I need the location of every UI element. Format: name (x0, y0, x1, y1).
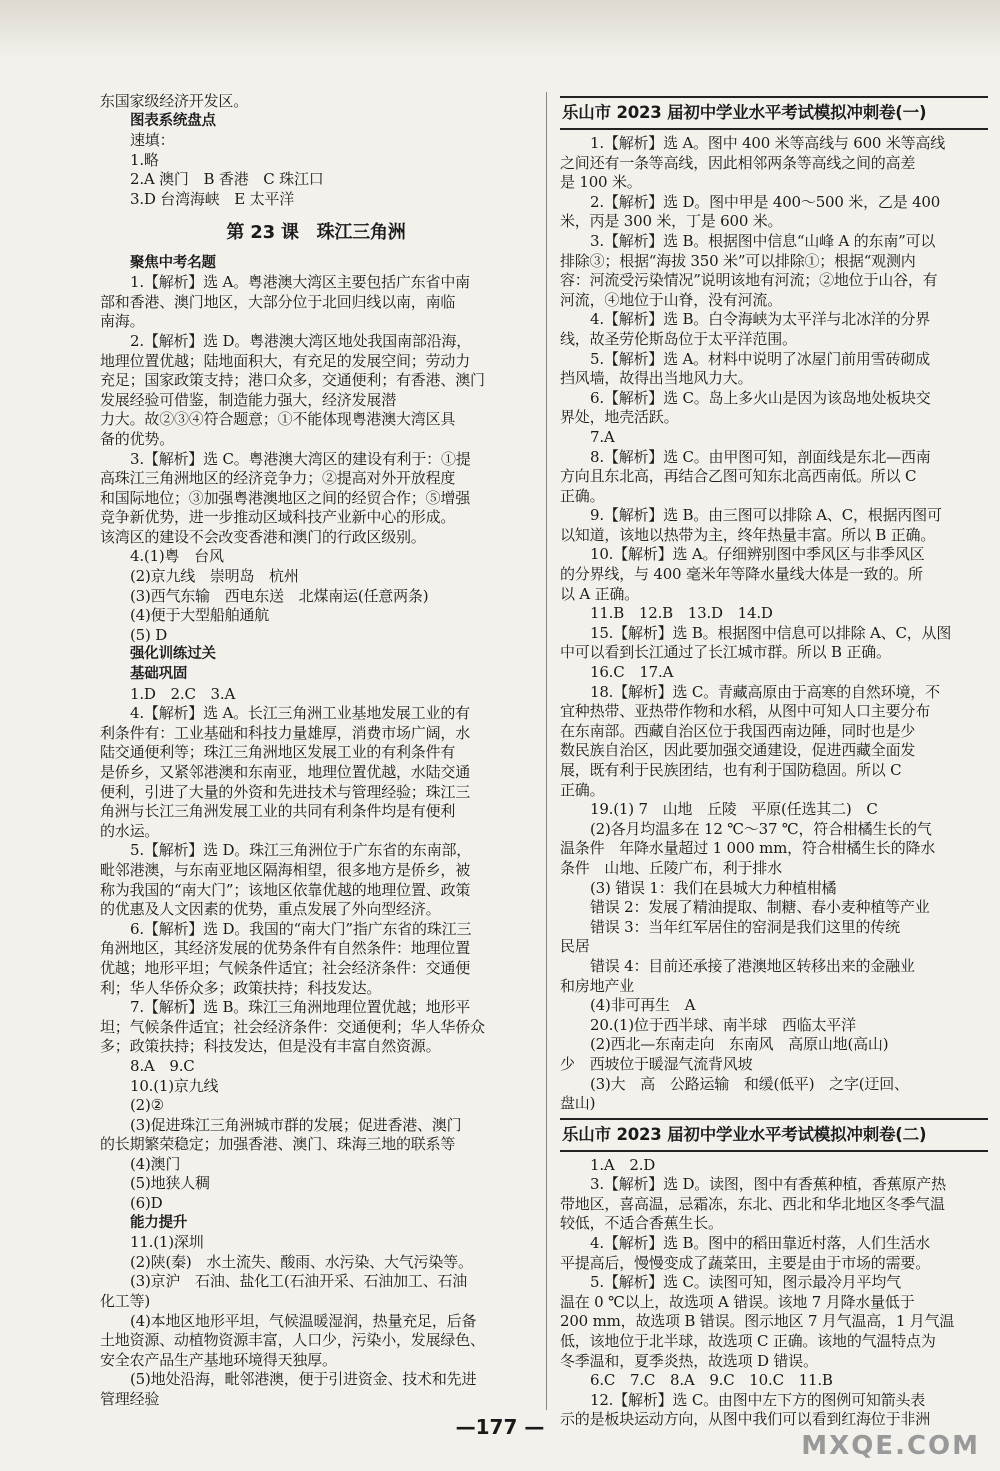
text-line: 容：河流受污染情况”说明该地有河流；②地位于山谷，有 (560, 271, 938, 290)
text-line: (4)澳门 (130, 1154, 181, 1173)
text-line: 19.(1) 7 山地 丘陵 平原(任选其二) C (590, 800, 878, 819)
text-line: 地理位置优越；陆地面积大，有充足的发展空间；劳动力 (100, 351, 471, 370)
text-line: 6.C 7.C 8.A 9.C 10.C 11.B (590, 1371, 833, 1390)
text-line: 以知道，该地以热带为主，终年热量丰富。所以 B 正确。 (560, 525, 936, 544)
text-line: 和国际地位；③加强粤港澳地区之间的经贸合作；⑤增强 (100, 488, 471, 507)
text-line: 该湾区的建设不会改变香港和澳门的行政区级别。 (100, 527, 426, 546)
text-line: (2)京九线 崇明岛 杭州 (130, 567, 299, 586)
text-line: 线，故圣劳伦斯岛位于太平洋范围。 (560, 329, 797, 348)
text-line: 数民族自治区，因此要加强交通建设，促进西藏全面发 (560, 741, 916, 760)
left-column (100, 92, 532, 1410)
text-line: 宜种热带、亚热带作物和水稻，从图中可知人口主要分布 (560, 702, 931, 721)
text-line: 聚焦中考名题 (130, 254, 216, 271)
text-line: 16.C 17.A (590, 663, 674, 682)
text-line: 5.【解析】选 A。材料中说明了冰屋门前用雪砖砌成 (590, 349, 930, 368)
text-line: 东国家级经济开发区。 (100, 92, 249, 110)
text-line: 陆交通便利等；珠江三角洲地区发展工业的有利条件有 (100, 743, 456, 762)
text-line: 安全农产品生产基地环境得天独厚。 (100, 1350, 337, 1369)
text-line: 1.略 (130, 150, 159, 169)
text-line: 称为我国的“南大门”；该地区依靠优越的地理位置、政策 (100, 880, 471, 899)
text-line: 4.【解析】选 B。白令海峡为太平洋与北冰洋的分界 (590, 310, 931, 329)
text-line: 力大。故②③④符合题意；①不能体现粤港澳大湾区具 (100, 410, 456, 429)
text-line: 界处，地壳活跃。 (560, 408, 679, 427)
text-line: 11.B 12.B 13.D 14.D (590, 604, 773, 623)
text-line: 中可以看到长江通过了长江城市群。所以 B 正确。 (560, 643, 891, 662)
text-line: 平提高后，慢慢变成了蔬菜田，主要是由于市场的需要。 (560, 1253, 931, 1272)
text-line: 7.A (590, 427, 615, 446)
text-line: 带地区，喜高温，忌霜冻，东北、西北和华北地区冬季气温 (560, 1194, 945, 1213)
text-line: (4)便于大型船舶通航 (130, 606, 270, 625)
text-line: 挡风墙，故得出当地风力大。 (560, 369, 753, 388)
text-line: 土地资源、动植物资源丰富，人口少，污染小，发展绿色、 (100, 1331, 485, 1350)
text-line: 6.【解析】选 D。我国的“南大门”指广东省的珠江三 (130, 919, 472, 938)
text-line: 1.【解析】选 A。图中 400 米等高线与 600 米等高线 (590, 134, 946, 152)
text-line: 河流，④地位于山脊，没有河流。 (560, 290, 783, 309)
text-line: 200 mm，故选项 B 错误。图示地区 7 月气温高，1 月气温 (560, 1312, 955, 1331)
text-line: 南海。 (100, 312, 145, 331)
text-line: 温条件 年降水量超过 1 000 mm，符合柑橘生长的降水 (560, 839, 936, 858)
text-line: 4.【解析】选 B。图中的稻田靠近村落，人们生活水 (590, 1234, 931, 1253)
text-line: 18.【解析】选 C。青藏高原由于高寒的自然环境，不 (590, 682, 940, 701)
text-line: (5) D (130, 625, 168, 644)
text-line: 以 A 正确。 (560, 584, 639, 603)
page-number: —177 — (455, 1415, 545, 1439)
right-column (560, 92, 988, 1430)
text-line: (4)本地区地形平坦，气候温暖湿润，热量充足，后备 (130, 1311, 477, 1330)
text-line: (2)各月均温多在 12 ℃～37 ℃，符合柑橘生长的气 (590, 819, 932, 838)
text-line: (5)地狭人稠 (130, 1174, 210, 1193)
text-line: 展，既有利于民族团结，也有利于国防稳固。所以 C (560, 761, 902, 779)
text-line: 12.【解析】选 C。由图中左下方的图例可知箭头表 (590, 1390, 926, 1409)
text-line: 4.(1)粤 台风 (130, 547, 224, 566)
text-line: 管理经验 (100, 1390, 160, 1408)
text-line: 5.【解析】选 D。珠江三角洲位于广东省的东南部， (130, 841, 472, 860)
text-line: 少 西坡位于暖湿气流背风坡 (560, 1054, 753, 1073)
text-line: 11.(1)深圳 (130, 1233, 204, 1252)
text-line: 10.(1)京九线 (130, 1076, 219, 1095)
text-line: 20.(1)位于西半球、南半球 西临太平洋 (590, 1015, 856, 1034)
text-line: 8.【解析】选 C。由甲图可知，剖面线是东北—西南 (590, 447, 931, 466)
section-heading: 乐山市 2023 届初中学业水平考试模拟冲刺卷(一) (560, 96, 988, 130)
column-divider (546, 92, 547, 1410)
text-line: 正确。 (560, 780, 605, 799)
text-line: 速填： (130, 131, 175, 150)
text-line: 1.D 2.C 3.A (130, 684, 236, 703)
text-line: 多；政策扶持；科技发达，但是没有丰富自然资源。 (100, 1037, 441, 1056)
text-line: 之间还有一条等高线，因此相邻两条等高线之间的高差 (560, 153, 916, 172)
text-line: 利条件有：工业基础和科技力量雄厚，消费市场广阔，水 (100, 723, 471, 742)
text-line: (3)西气东输 西电东送 北煤南运(任意两条) (130, 586, 429, 605)
text-line: (5)地处沿海，毗邻港澳，便于引进资金、技术和先进 (130, 1370, 477, 1389)
text-line: 15.【解析】选 B。根据图中信息可以排除 A、C，从图 (590, 623, 952, 642)
text-line: 错误 4：目前还承接了港澳地区转移出来的金融业 (590, 956, 915, 975)
text-line: 3.D 台湾海峡 E 太平洋 (130, 189, 295, 208)
text-line: (3) 错误 1：我们在县城大力种植柑橘 (590, 878, 837, 897)
text-line: 的分界线，与 400 毫米年等降水量线大体是一致的。所 (560, 565, 923, 584)
text-line: 角洲地区，其经济发展的优势条件有自然条件：地理位置 (100, 939, 471, 958)
text-line: (6)D (130, 1194, 163, 1213)
text-line: 的优惠及人文因素的优势，重点发展了外向型经济。 (100, 900, 441, 919)
text-line: 民居 (560, 937, 590, 956)
text-line: 条件 山地、丘陵广布，利于排水 (560, 858, 783, 877)
text-line: 较低，不适合香蕉生长。 (560, 1214, 723, 1233)
text-line: 在东南部。西藏自治区位于我国西南边陲，同时也是少 (560, 721, 916, 740)
text-line: 低，该地位于北半球，故选项 C 正确。该地的气温特点为 (560, 1332, 936, 1351)
text-line: 基础巩固 (130, 666, 188, 683)
text-line: 充足；国家政策支持；港口众多，交通便利；有香港、澳门 (100, 371, 485, 390)
text-line: 3.【解析】选 D。读图，图中有香蕉种植，香蕉原产热 (590, 1175, 946, 1194)
text-line: 正确。 (560, 486, 605, 505)
text-line: (2)陕(秦) 水土流失、酸雨、水污染、大气污染等。 (130, 1252, 473, 1271)
text-line: 4.【解析】选 A。长江三角洲工业基地发展工业的有 (130, 704, 470, 723)
text-line: 便利，引进了大量的外资和先进技术与管理经验；珠江三 (100, 782, 471, 801)
text-line: 1.A 2.D (590, 1155, 656, 1174)
text-line: 是 100 米。 (560, 173, 642, 192)
text-line: 利；华人华侨众多；政策扶持；科技发达。 (100, 978, 382, 997)
text-line: 冬季温和，夏季炎热，故选项 D 错误。 (560, 1351, 818, 1370)
text-line: 化工等) (100, 1292, 151, 1311)
text-line: (3)大 高 公路运输 和缓(低平) 之字(迂回、 (590, 1074, 909, 1093)
text-line: 2.【解析】选 D。粤港澳大湾区地处我国南部沿海， (130, 331, 472, 350)
text-line: (3)京沪 石油、盐化工(石油开采、石油加工、石油 (130, 1272, 468, 1291)
text-line: 7.【解析】选 B。珠江三角洲地理位置优越；地形平 (130, 998, 471, 1017)
text-line: 优越；地形平坦；气候条件适宜；社会经济条件：交通便 (100, 958, 471, 977)
text-line: 的长期繁荣稳定；加强香港、澳门、珠海三地的联系等 (100, 1135, 456, 1154)
text-line: 是侨乡，又紧邻港澳和东南亚，地理位置优越，水陆交通 (100, 763, 471, 781)
scan-shadow (0, 0, 1000, 60)
text-line: (4)非可再生 A (590, 996, 696, 1015)
text-line: 排除③；根据“海拔 350 米”可以排除①；根据“观测内 (560, 251, 916, 270)
text-line: 1.【解析】选 A。粤港澳大湾区主要包括广东省中南 (130, 273, 470, 292)
text-line: 10.【解析】选 A。仔细辨别图中季风区与非季风区 (590, 545, 925, 564)
text-line: 毗邻港澳，与东南亚地区隔海相望，很多地方是侨乡，被 (100, 860, 471, 879)
text-line: 高珠江三角洲地区的经济竞争力；②提高对外开放程度 (100, 469, 456, 488)
text-line: 盘山) (560, 1094, 596, 1113)
text-line: 发展经验可借鉴，制造能力强大，经济发展潜 (100, 390, 397, 409)
text-line: 角洲与长江三角洲发展工业的共同有利条件均是有便利 (100, 802, 456, 821)
text-line: 温在 0 ℃以上，故选项 A 错误。该地 7 月降水量低于 (560, 1292, 915, 1311)
text-line: (3)促进珠江三角洲城市群的发展；促进香港、澳门 (130, 1115, 462, 1134)
text-line: 6.【解析】选 C。岛上多火山是因为该岛地处板块交 (590, 388, 931, 407)
text-line: 图表系统盘点 (130, 112, 216, 129)
text-line: 和房地产业 (560, 976, 635, 995)
text-line: 2.【解析】选 D。图中甲是 400～500 米，乙是 400 (590, 192, 941, 211)
section-heading: 乐山市 2023 届初中学业水平考试模拟冲刺卷(二) (560, 1118, 988, 1152)
text-line: 方向且东北高，再结合乙图可知东北高西南低。所以 C (560, 467, 917, 486)
text-line: 9.【解析】选 B。由三图可以排除 A、C，根据丙图可 (590, 506, 942, 525)
text-line: 错误 2：发展了精油提取、制糖、春小麦种植等产业 (590, 898, 930, 917)
text-line: 3.【解析】选 C。粤港澳大湾区的建设有利于：①提 (130, 449, 471, 468)
text-line: 竞争新优势，进一步推动区域科技产业新中心的形成。 (100, 508, 456, 527)
text-line: 2.A 澳门 B 香港 C 珠江口 (130, 170, 324, 189)
watermark-logo: MXQE.COM (801, 1431, 980, 1461)
text-line: (2)② (130, 1096, 164, 1115)
text-line: 的水运。 (100, 821, 160, 840)
text-line: 示的是板块运动方向，从图中我们可以看到红海位于非洲 (560, 1410, 931, 1429)
text-line: 部和香港、澳门地区，大部分位于北回归线以南，南临 (100, 292, 456, 311)
text-line: (2)西北—东南走向 东南风 高原山地(高山) (590, 1035, 889, 1054)
text-line: 8.A 9.C (130, 1056, 195, 1075)
text-line: 坦；气候条件适宜；社会经济条件：交通便利；华人华侨众 (100, 1017, 485, 1036)
text-line: 错误 3：当年红军居住的窑洞是我们这里的传统 (590, 917, 900, 936)
text-line: 能力提升 (130, 1214, 188, 1231)
text-line: 备的优势。 (100, 429, 175, 448)
text-line: 强化训练过关 (130, 646, 216, 663)
text-line: 3.【解析】选 B。根据图中信息“山峰 A 的东南”可以 (590, 231, 936, 250)
section-heading: 第 23 课 珠江三角洲 (226, 221, 406, 243)
text-line: 米，丙是 300 米，丁是 600 米。 (560, 212, 783, 231)
text-line: 5.【解析】选 C。读图可知，图示最冷月平均气 (590, 1273, 901, 1292)
